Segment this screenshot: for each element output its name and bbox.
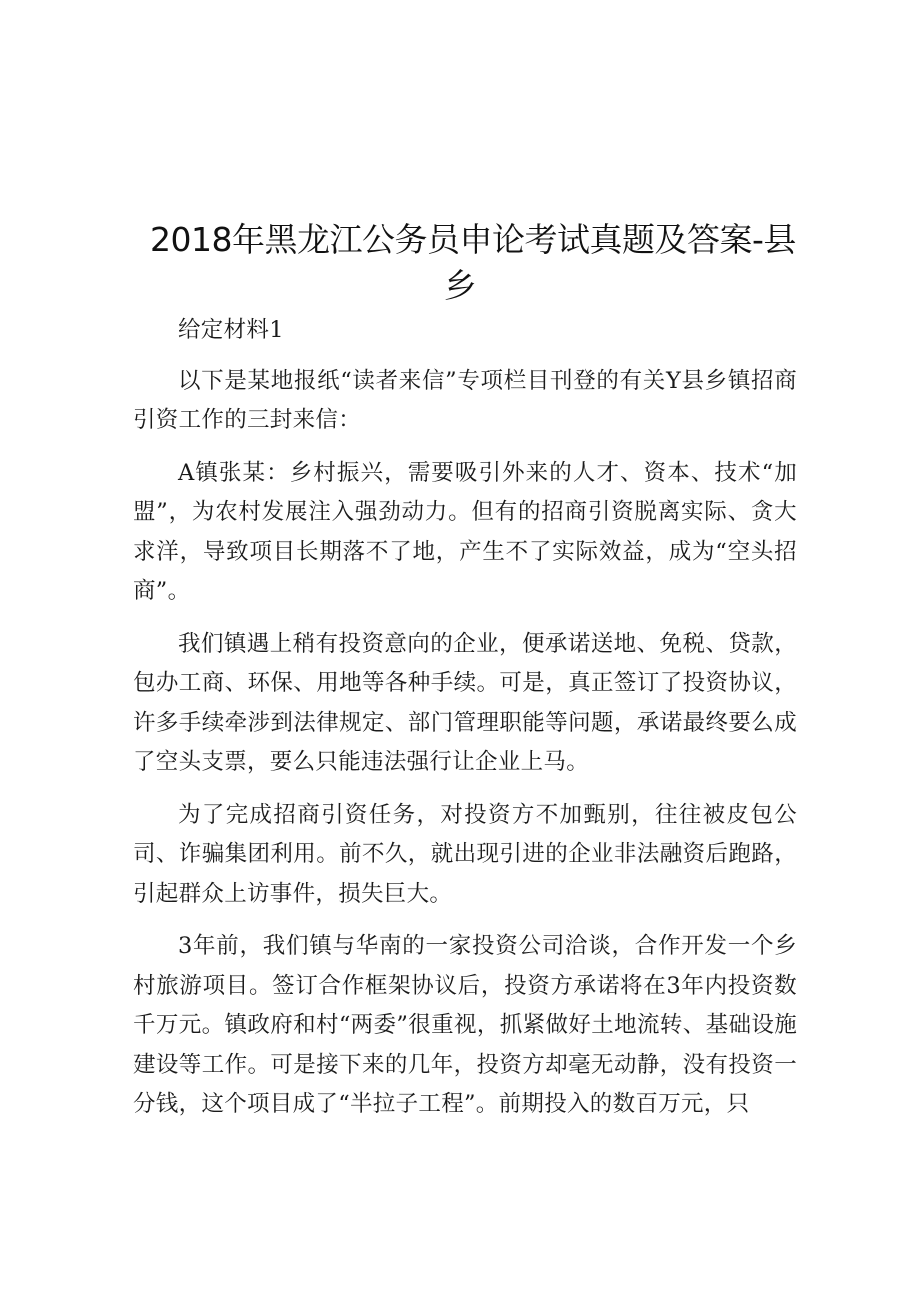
title-line-1: 2018年黑龙江公务员申论考试真题及答案-县	[150, 220, 796, 259]
paragraph-fraud: 为了完成招商引资任务，对投资方不加甄别，往往被皮包公司、诈骗集团利用。前不久，就出现引进的企业非法融资后跑路，引起群众上访事件，损失巨大。	[133, 801, 797, 907]
section-label: 给定材料1	[178, 317, 284, 343]
paragraph-intro: 以下是某地报纸“读者来信”专项栏目刊登的有关Y县乡镇招商引资工作的三封来信：	[133, 367, 797, 433]
paragraph-tourism-project: 3年前，我们镇与华南的一家投资公司洽谈，合作开发一个乡村旅游项目。签订合作框架协议后，投资方承诺将在3年内投资数千万元。镇政府和村“两委”很重视，抓紧做好土地流转、基础设施建设等工作。可是接下来的几年，投资方却毫无动静，没有投资一分钱，这个项目成了“半拉子工程”。前期投入的数百万元，只	[133, 933, 797, 1117]
paragraph-letter-a: A镇张某：乡村振兴，需要吸引外来的人才、资本、技术“加盟”，为农村发展注入强劲动力。但有的招商引资脱离实际、贪大求洋，导致项目长期落不了地，产生不了实际效益，成为“空头招商”。	[133, 459, 797, 604]
document-body	[133, 311, 797, 1138]
title-line-2: 乡	[443, 266, 477, 305]
document-title	[150, 217, 796, 309]
paragraph-promises: 我们镇遇上稍有投资意向的企业，便承诺送地、免税、贷款，包办工商、环保、用地等各种手续。可是，真正签订了投资协议，许多手续牵涉到法律规定、部门管理职能等问题，承诺最终要么成了空头支票，要么只能违法强行让企业上马。	[133, 630, 797, 775]
